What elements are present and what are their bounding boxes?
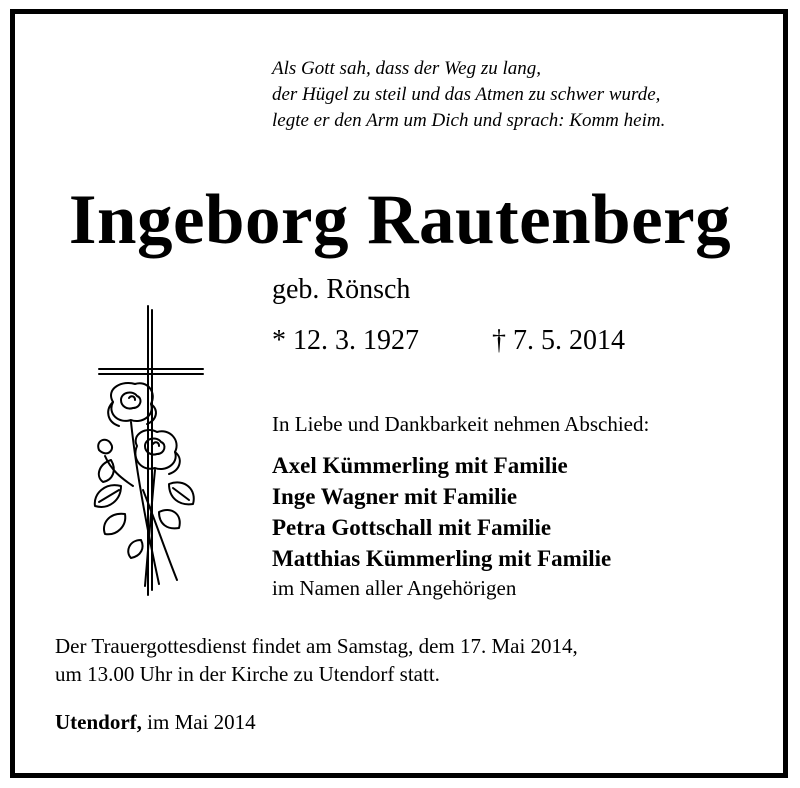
farewell-line: In Liebe und Dankbarkeit nehmen Abschied:	[272, 412, 650, 436]
maiden-name: geb. Rönsch	[272, 274, 411, 305]
poem-line: der Hügel zu steil und das Atmen zu schwer wurde,	[272, 84, 661, 105]
deceased-name: Ingeborg Rautenberg	[68, 181, 732, 259]
birth-date: * 12. 3. 1927	[272, 325, 419, 356]
list-item: Matthias Kümmerling mit Familie	[272, 546, 612, 571]
service-line: Der Trauergottesdienst findet am Samstag, dem 17. Mai 2014,	[55, 634, 578, 658]
poem	[272, 56, 772, 134]
death-date: † 7. 5. 2014	[492, 325, 625, 356]
place-date	[55, 708, 256, 736]
cross-with-roses-icon	[85, 300, 215, 600]
place-name: Utendorf,	[55, 710, 142, 734]
mourners-list	[272, 450, 611, 574]
poem-line: Als Gott sah, dass der Weg zu lang,	[272, 58, 542, 79]
poem-line: legte er den Arm um Dich und sprach: Komm heim.	[272, 110, 666, 131]
relatives-line: im Namen aller Angehörigen	[272, 576, 517, 600]
list-item: Inge Wagner mit Familie	[272, 484, 518, 509]
list-item: Axel Kümmerling mit Familie	[272, 453, 568, 478]
service-line: um 13.00 Uhr in der Kirche zu Utendorf statt.	[55, 662, 440, 686]
service-info	[55, 632, 755, 688]
list-item: Petra Gottschall mit Familie	[272, 515, 552, 540]
issue-date: im Mai 2014	[141, 710, 256, 734]
